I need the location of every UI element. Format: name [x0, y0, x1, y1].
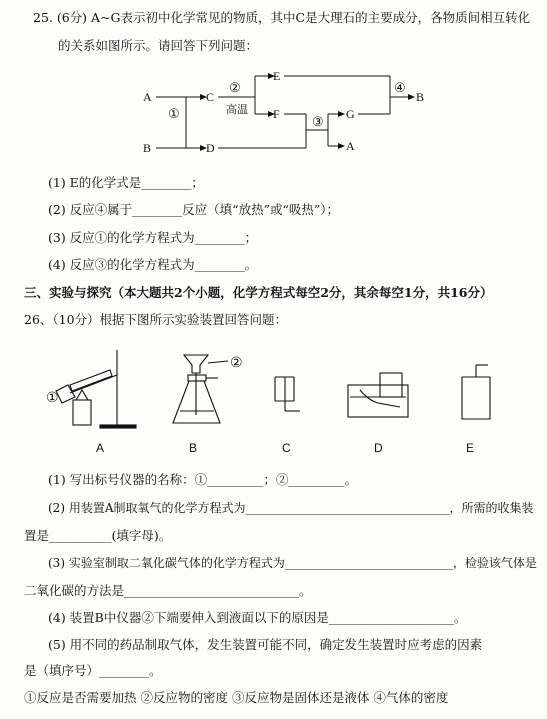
q25-relation-diagram [0, 0, 547, 170]
q25-line-1: 25. (6分) A~G表示初中化学常见的物质，其中C是大理石的主要成分，各物质间相互转化 [33, 10, 531, 25]
q25-sub-4: (4) 反应③的化学方程式为________。 [48, 257, 258, 272]
reaction-1-label: ① [168, 106, 180, 121]
apparatus-caption-b: B [189, 441, 198, 455]
node-b-product: B [416, 90, 425, 104]
q26-sub-3b: 二氧化碳的方法是____________________________。 [24, 583, 312, 598]
node-b: B [143, 141, 152, 155]
q26-sub-4: (4) 装置B中仪器②下端要伸入到液面以下的原因是____________________。 [48, 610, 467, 625]
q25-sub-2: (2) 反应④属于________反应（填“放热”或“吸热”）； [48, 202, 339, 217]
node-g: G [346, 107, 355, 121]
section-3-heading: 三、实验与探究（本大题共2个小题，化学方程式每空2分，其余每空1分，共16分） [24, 285, 493, 300]
q25-sub-3: (3) 反应①的化学方程式为________； [48, 230, 258, 245]
reaction-2-label: ② [229, 80, 241, 95]
q26-sub-5b: 是（填序号）________。 [24, 663, 162, 678]
q26-sub-2b: 置是__________(填字母)。 [24, 528, 172, 543]
q26-line-1: 26、（10分）根据下图所示实验装置回答问题： [24, 312, 288, 327]
apparatus-label-2: ② [230, 356, 243, 371]
node-a-product: A [346, 139, 355, 153]
q25-sub-1: (1) E的化学式是________； [48, 175, 204, 190]
q26-options: ①反应是否需要加热 ②反应物的密度 ③反应物是固体还是液体 ④气体的密度 [24, 690, 449, 705]
apparatus-caption-e: E [466, 441, 475, 455]
node-e: E [273, 69, 281, 83]
apparatus-caption-a: A [96, 441, 105, 455]
apparatus-caption-c: C [282, 441, 291, 455]
q26-sub-1: (1) 写出标号仪器的名称：①_________；②_________。 [48, 472, 358, 487]
apparatus-caption-d: D [374, 441, 383, 455]
q25-line-2: 的关系如图所示。请回答下列问题： [58, 38, 259, 53]
q26-sub-3a: (3) 实验室制取二氧化碳气体的化学方程式为____________________________，检验该气体是 [48, 556, 537, 570]
reaction-3-label: ③ [312, 114, 324, 129]
node-d: D [206, 141, 215, 155]
node-c: C [206, 90, 215, 104]
node-a: A [143, 90, 152, 104]
lab-apparatus-figure [0, 345, 547, 435]
q26-sub-5a: (5) 用不同的药品制取气体，发生装置可能不同，确定发生装置时应考虑的因素 [48, 637, 483, 652]
high-temp-label: 高温 [226, 104, 248, 116]
reaction-4-label: ④ [394, 80, 406, 95]
node-f: F [273, 107, 280, 121]
apparatus-label-1: ① [46, 391, 59, 406]
q26-sub-2a: (2) 用装置A制取氧气的化学方程式为__________________________________，所需的收集装 [48, 501, 534, 515]
